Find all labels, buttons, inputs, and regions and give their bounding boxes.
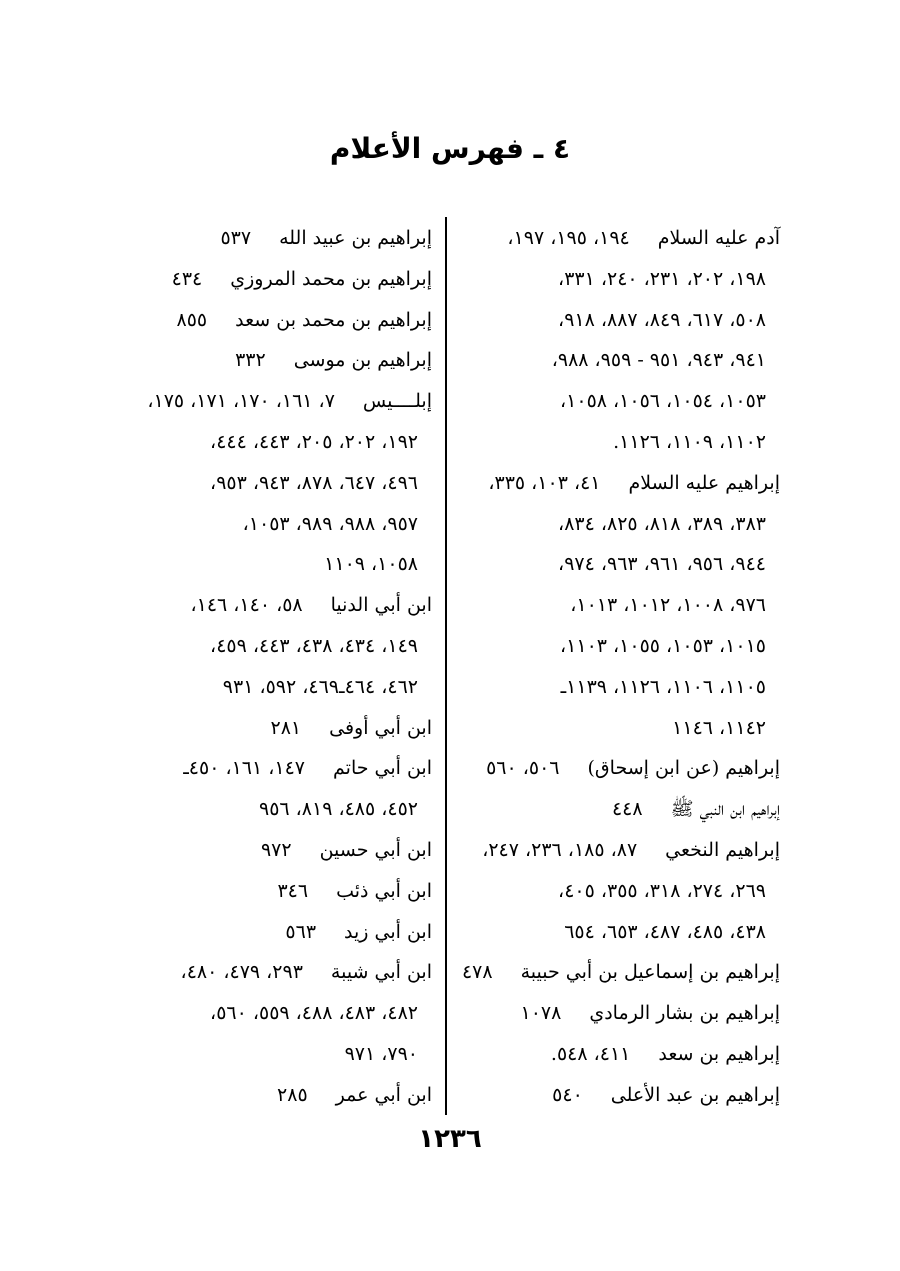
entry-pages: ١١٠٢، ١١٠٩، ١١٢٦. (613, 430, 766, 453)
index-column-right (458, 218, 780, 1116)
entry-pages: ٤٦٢، ٤٦٤ـ٤٦٩، ٥٩٢، ٩٣١ (222, 675, 418, 698)
index-entry (458, 1075, 780, 1116)
entry-pages: ١١٤٢، ١١٤٦ (672, 716, 766, 739)
index-entry-continuation (110, 626, 432, 667)
index-entry (110, 340, 432, 381)
index-entry (110, 381, 432, 422)
index-entry-continuation (458, 544, 780, 585)
entry-pages: ٢٨٥ (277, 1083, 308, 1106)
index-entry (110, 748, 432, 789)
index-entry (458, 748, 780, 789)
page-title: ٤ ـ فهرس الأعلام (329, 132, 571, 165)
entry-pages: ١٤٩، ٤٣٤، ٤٣٨، ٤٤٣، ٤٥٩، (210, 634, 418, 657)
entry-name: ابن أبي حسين (319, 838, 432, 861)
index-entry-continuation (110, 667, 432, 708)
entry-name: ابن أبي الدنيا (330, 594, 432, 617)
index-entry-continuation (110, 1034, 432, 1075)
entry-pages: ٥٣٧ (220, 227, 252, 249)
index-entry-continuation (458, 912, 780, 953)
index-entry-continuation (458, 667, 780, 708)
entry-name: إبراهيم عليه السلام (628, 471, 780, 494)
index-entry (458, 952, 780, 993)
index-entry (110, 871, 432, 912)
entry-pages: ١٩٤، ١٩٥، ١٩٧، (507, 227, 630, 249)
column-divider (445, 217, 447, 1115)
entry-pages: ٤٥٢، ٤٨٥، ٨١٩، ٩٥٦ (258, 798, 418, 821)
entry-name: إبراهيم بن موسى (293, 349, 432, 372)
entry-pages: ١٠٥٣، ١٠٥٤، ١٠٥٦، ١٠٥٨، (560, 390, 766, 413)
entry-pages: ٤٣٤ (171, 267, 203, 290)
entry-name: إبراهيم بن بشار الرمادي (589, 1002, 780, 1025)
entry-pages: ١٩٢، ٢٠٢، ٢٠٥، ٤٤٣، ٤٤٤، (210, 430, 418, 453)
index-entry-continuation (458, 626, 780, 667)
entry-name: إبراهيم بن محمد المروزي (230, 267, 432, 290)
index-entry-continuation (458, 871, 780, 912)
entry-pages: ١٠٥٨، ١١٠٩ (324, 553, 418, 576)
entry-pages: ٩٤٤، ٩٥٦، ٩٦١، ٩٦٣، ٩٧٤، (558, 553, 766, 576)
entry-pages: ٤٤٨ (611, 798, 643, 821)
index-entry-continuation (458, 708, 780, 749)
entry-pages: ٤١، ١٠٣، ٣٣٥، (488, 471, 601, 494)
entry-name: إبراهيم ابن النبي ﷺ (670, 798, 780, 821)
index-entry (458, 463, 780, 504)
entry-pages: ٥٠٦، ٥٦٠ (486, 757, 560, 780)
entry-pages: ٥٠٨، ٦١٧، ٨٤٩، ٨٨٧، ٩١٨، (558, 308, 766, 331)
entry-pages: ٥٦٣ (285, 920, 317, 943)
entry-pages: ١٠١٥، ١٠٥٣، ١٠٥٥، ١١٠٣، (560, 634, 766, 657)
index-entry (110, 952, 432, 993)
entry-pages: ٢٨١ (270, 716, 302, 739)
index-entry-continuation (110, 993, 432, 1034)
entry-pages: ١١٠٥، ١١٠٦، ١١٢٦، ١١٣٩ـ (560, 675, 766, 698)
entry-pages: ٣٨٣، ٣٨٩، ٨١٨، ٨٢٥، ٨٣٤، (558, 512, 766, 535)
entry-pages: ٧٩٠، ٩٧١ (344, 1042, 418, 1065)
entry-pages: ٤٧٨ (461, 961, 493, 984)
index-entry-continuation (110, 789, 432, 830)
entry-pages: ٢٦٩، ٢٧٤، ٣١٨، ٣٥٥، ٤٠٥، (558, 879, 766, 902)
entry-name: ابن أبي أوفى (329, 716, 432, 739)
entry-pages: ١٩٨، ٢٠٢، ٢٣١، ٢٤٠، ٣٣١، (558, 267, 766, 290)
entry-pages: ١٠٧٨ (520, 1002, 562, 1025)
index-entry (458, 830, 780, 871)
index-entry-continuation (458, 300, 780, 341)
index-column-left (110, 218, 432, 1116)
entry-pages: ٤٩٦، ٦٤٧، ٨٧٨، ٩٤٣، ٩٥٣، (210, 471, 418, 494)
entry-name: إبراهيم النخعي (665, 838, 780, 861)
entry-pages: ٩٧٢ (260, 838, 292, 861)
index-entry (110, 1075, 432, 1116)
index-entry-continuation (458, 422, 780, 463)
index-entry (110, 259, 432, 300)
entry-name: إبراهيم بن إسماعيل بن أبي حبيبة (520, 961, 780, 984)
index-entry-continuation (458, 585, 780, 626)
entry-name: إبراهيم (عن ابن إسحاق) (587, 757, 780, 780)
entry-pages: ٤٣٨، ٤٨٥، ٤٨٧، ٦٥٣، ٦٥٤ (564, 920, 766, 943)
entry-pages: ٩٧٦، ١٠٠٨، ١٠١٢، ١٠١٣، (570, 594, 766, 617)
entry-name: ابن أبي ذئب (336, 879, 432, 902)
entry-name: ابن أبي زيد (344, 920, 432, 943)
entry-name: إبلــــيس (362, 390, 432, 413)
index-entry-continuation (458, 259, 780, 300)
index-entry-continuation (110, 544, 432, 585)
index-entry-continuation (458, 340, 780, 381)
entry-name: إبراهيم بن سعد (658, 1042, 780, 1065)
index-entry (110, 585, 432, 626)
entry-pages: ٩٤١، ٩٤٣، ٩٥١ - ٩٥٩، ٩٨٨، (551, 349, 766, 372)
index-entry (110, 300, 432, 341)
index-entry (110, 912, 432, 953)
index-entry (110, 830, 432, 871)
entry-pages: ٤٨٢، ٤٨٣، ٤٨٨، ٥٥٩، ٥٦٠، (210, 1002, 418, 1025)
entry-name: ابن أبي عمر (335, 1083, 432, 1106)
index-entry-continuation (458, 504, 780, 545)
entry-pages: ٩٥٧، ٩٨٨، ٩٨٩، ١٠٥٣، (242, 512, 418, 535)
entry-pages: ٣٤٦ (277, 879, 309, 902)
page-number: ١٢٣٦ (418, 1124, 482, 1154)
entry-pages: ٣٣٢ (235, 349, 266, 372)
entry-pages: ٥٤٠ (552, 1083, 583, 1106)
index-entry (458, 993, 780, 1034)
entry-name: إبراهيم بن محمد بن سعد (235, 308, 432, 331)
index-entry-continuation (110, 504, 432, 545)
index-entry (110, 708, 432, 749)
entry-pages: ٥٨، ١٤٠، ١٤٦، (190, 594, 303, 617)
entry-pages: ٨٥٥ (176, 308, 208, 331)
entry-pages: ١٤٧، ١٦١، ٤٥٠ـ (183, 757, 306, 780)
index-entry (458, 1034, 780, 1075)
entry-pages: ٤١١، ٥٤٨. (550, 1042, 631, 1065)
index-entry (458, 789, 780, 830)
index-entry-continuation (458, 381, 780, 422)
entry-name: إبراهيم بن عبد الأعلى (610, 1083, 780, 1106)
entry-name: ابن أبي حاتم (333, 757, 432, 780)
entry-name: ابن أبي شيبة (330, 961, 432, 984)
entry-pages: ٧، ١٦١، ١٧٠، ١٧١، ١٧٥، (147, 390, 335, 413)
entry-name: إبراهيم بن عبيد الله (279, 227, 432, 249)
index-entry-continuation (110, 422, 432, 463)
index-entry-continuation (110, 463, 432, 504)
index-entry (458, 218, 780, 259)
entry-pages: ٨٧، ١٨٥، ٢٣٦، ٢٤٧، (482, 838, 638, 861)
index-entry (110, 218, 432, 259)
entry-name: آدم عليه السلام (657, 227, 780, 249)
entry-pages: ٢٩٣، ٤٧٩، ٤٨٠، (180, 961, 303, 984)
